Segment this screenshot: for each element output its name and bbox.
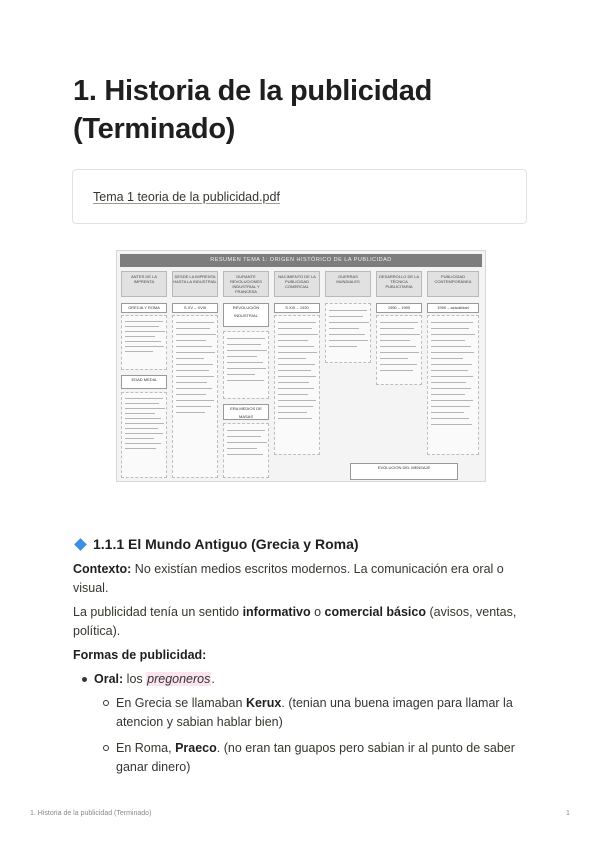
column-date: GRECIA Y ROMA [121,303,167,313]
list-item-greece: En Grecia se llamaban Kerux. (tenian una buena imagen para llamar la atencion y sabian hablar bien) [116,696,513,729]
text-block [376,315,422,385]
text-block [274,315,320,455]
column-head: DESARROLLO DE LA TÉCNICA PUBLICITARIA [376,271,422,297]
section-heading: 1.1.1 El Mundo Antiguo (Grecia y Roma) [73,536,359,552]
column-date: S.XIX – 1920 [274,303,320,313]
column-head: PUBLICIDAD CONTEMPORÁNEA [427,271,479,297]
summary-header: RESUMEN TEMA 1: ORIGEN HISTÓRICO DE LA PUBLICIDAD [120,254,482,267]
column-head: GUERRAS MUNDIALES [325,271,371,297]
column-head: DESDE LA IMPRENTA HASTA LA INDUSTRIAL [172,271,218,297]
text-block [223,331,269,399]
sub-box: EDAD MEDIA [121,375,167,389]
forms-heading: Formas de publicidad: [73,648,207,662]
column-date: 1990 – actualidad [427,303,479,313]
text-block [325,303,371,363]
pdf-attachment[interactable] [72,169,527,224]
context-paragraph: Contexto: No existían medios escritos modernos. La comunicación era oral o visual. [73,562,504,595]
column-date: 1950 – 1990 [376,303,422,313]
text-block [121,392,167,478]
column-date: S.XV – XVIII [172,303,218,313]
list-item-oral: Oral: los pregoneros. [94,672,215,686]
text-block [172,315,218,478]
column-head: NACIMIENTO DE LA PUBLICIDAD COMERCIAL [274,271,320,297]
hollow-bullet-icon [103,700,109,706]
message-evolution-box: EVOLUCIÓN DEL MENSAJE [350,463,458,480]
footer-title: 1. Historia de la publicidad (Terminado) [30,810,152,817]
summary-diagram-image [116,250,486,482]
footer-page-number: 1 [566,810,570,817]
bullet-icon [82,677,87,682]
text-block [121,315,167,370]
purpose-paragraph: La publicidad tenía un sentido informativo o comercial básico (avisos, ventas, política). [73,605,517,638]
column-head: DURANTE REVOLUCIONES INDUSTRIAL Y FRANCESA [223,271,269,297]
column-head: ANTES DE LA IMPRENTA [121,271,167,297]
pdf-attachment-link[interactable]: Tema 1 teoria de la publicidad.pdf [93,190,280,204]
sub-box: ERA MEDIOS DE MASAS [223,404,269,420]
text-block [223,423,269,478]
page-title: 1. Historia de la publicidad (Terminado) [73,75,433,145]
blue-diamond-icon [74,538,87,551]
hollow-bullet-icon [103,745,109,751]
text-block [427,315,479,455]
list-item-rome: En Roma, Praeco. (no eran tan guapos pero sabian ir al punto de saber ganar dinero) [116,741,515,774]
column-date: REVOLUCIÓN INDUSTRIAL [223,303,269,327]
